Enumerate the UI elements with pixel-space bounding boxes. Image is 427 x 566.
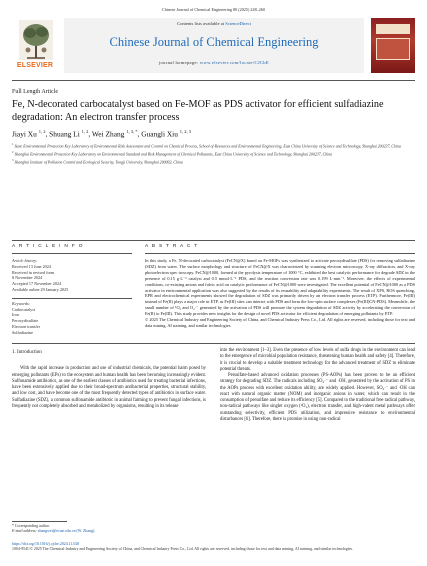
body-paragraph: into the environment [1–3]. Even the presence of low levels of sulfa drugs in the environment can lead to the emergence of microbial population resistance, threatening human health and safety [4]. Therefore, it is crucial to develop a suitable treatment technology for the advanced treatment of SDZ to eliminate potential threats. [220,348,415,372]
email-note: E-mail address: zhangwei@ecust.edu.cn (W. Zhang). [12,529,96,534]
article-info-rule [12,253,132,254]
author-affil-marker: 1, 3, * [126,129,138,134]
history-item: Received in revised form [12,269,55,275]
history-item: Available online 29 January 2025 [12,286,69,292]
article-type: Full Length Article [12,89,58,95]
running-head: Chinese Journal of Chemical Engineering 80 (2025) 248–260 [161,7,266,12]
keyword[interactable]: Carbocatalyst [12,306,36,312]
article-title: Fe, N-decorated carbocatalyst based on Fe-MOF as PDS activator for efficient sulfadiazine degradation: An electron transfer process [12,99,384,123]
corresponding-author-note: * Corresponding author. [12,524,50,528]
affiliation: $^3$ Shanghai Institute of Pollution Control and Ecological Security, Tongji University, Shanghai 200092, China [12,157,183,165]
keywords-label: Keywords: [12,300,30,306]
elsevier-tree-icon [19,20,53,60]
doi-block [12,542,415,553]
journal-masthead [12,18,415,73]
contents-line: Contents lists available at ScienceDirect [177,21,251,26]
article-info [12,258,132,336]
cover-artwork [376,38,410,60]
publisher-logo[interactable] [12,18,58,73]
body-paragraph: With the rapid increase in production and use of industrial chemicals, the potential harm posed by emerging pollutants (EPs) to the ecosystem and human health has been becoming increasingly evident. Sulfonamide antibiotics, as one of the earliest classes of antibiotics used for treating bacterial infections, have been extensively applied due to their broad-spectrum antibacterial properties, structural stability, and low cost, and have become one of the most frequently detected types of antibiotics in surface water. Sulfadiazine (SDZ), a common sulfonamide antibiotic in animal farming to prevent fungal infections, is frequently not completely absorbed and metabolized by organisms, resulting in its release [12,366,206,409]
author-affil-marker: 1, 2 [81,129,89,134]
keyword[interactable]: Electron transfer [12,323,41,329]
author-name[interactable]: Shuang Li [49,129,80,139]
affiliation: $^2$ Shanghai Environmental Protection Key Laboratory on Environmental Standard and Risk Management of Chemical Pollutants, East China University of Science and Technology, Shanghai 200237, China [12,149,333,157]
affiliation: $^1$ State Environmental Protection Key Laboratory of Environmental Risk Assessment and Control on Chemical Process, School of Resources and Environmental Engineering, East China University of Science and Technology, Shanghai 200237, China [12,142,401,149]
sciencedirect-link[interactable]: ScienceDirect [225,21,251,26]
author-list: Jiayi Xu $^{1, 2}$, Shuang Li $^{1, 2}$, Wei Zhang $^{1, 3, *}$, Guangli Xiu $^{1, 2, 3}$ [12,129,192,139]
body-paragraph: Persulfate-based advanced oxidation processes (PS-AOPs) has been proven to be an efficient strategy for degrading SDZ. The radicals including SO₄·⁻ and ·OH, generated by the activation of PS in the AOPs process with excellent oxidation ability, are widely applied. However, SO₄·⁻ and ·OH can react with natural organic matter (NOM) and inorganic anions in water, which can result in the consumption of persulfate and reduce its efficiency [5]. Compared to the traditional free radical pathway, non-radical pathways like singlet oxygen (¹O₂), electron transfer, and high-valent metal pathways offer outstanding selectivity, efficient PDS utilization, and impressive resistance to environmental disturbances [6]. Therefore, there is promise in using non-radical [220,373,415,422]
doi-link[interactable]: https://doi.org/10.1016/j.cjche.2024.11.020 [12,542,80,546]
author-affil-marker: 1, 2, 3 [179,129,192,134]
masthead-rule [12,80,415,81]
abstract-rule [145,253,415,254]
journal-title[interactable]: Chinese Journal of Chemical Engineering [109,35,319,49]
introduction-heading: 1. Introduction [12,350,42,355]
abstract [145,258,415,329]
keyword[interactable]: Iron [12,312,19,318]
masthead-banner [64,18,364,73]
journal-cover-thumbnail[interactable] [371,18,415,73]
issn-copyright: 1004-9541/© 2025 The Chemical Industry and Engineering Society of China, and Chemical Industry Press Co., Ltd. All rights are reserved, including those for text and data mining, AI training, and similar technologies. [12,547,353,552]
body-right-column [220,348,415,423]
history-item: Received 13 June 2024 [12,263,51,269]
keyword[interactable]: Sulfadiazine [12,329,33,335]
email-link[interactable]: zhangwei@ecust.edu.cn (W. Zhang). [37,529,96,534]
author-name[interactable]: Jiayi Xu [12,129,37,139]
publisher-name: ELSEVIER [16,62,54,69]
footnote-rule [12,521,67,522]
author-name[interactable]: Wei Zhang [91,129,125,139]
keyword[interactable]: Peroxydisulfate [12,318,39,324]
history-item: 8 November 2024 [12,275,43,281]
front-matter-rule [12,240,415,241]
abstract-end-rule [12,343,415,344]
author-name[interactable]: Guangli Xiu [141,129,178,139]
history-label: Article history: [12,258,38,263]
abstract-heading: A B S T R A C T [145,244,199,249]
journal-homepage-line: journal homepage: www.elsevier.com/locate/CJChE [158,60,269,65]
body-left-column [12,350,206,410]
journal-homepage-link[interactable]: www.elsevier.com/locate/CJChE [199,60,269,65]
history-item: Accepted 17 November 2024 [12,281,62,287]
keywords-rule [12,298,132,299]
author-affil-marker: 1, 2 [38,129,46,134]
cover-banner [376,24,410,34]
article-info-heading: A R T I C L E I N F O [12,244,84,249]
abstract-text: In this study, a Fe, N-decorated carbocatalyst (FeCN@X) based on Fe-MOFs was synthesized to activate peroxydisulfate (PDS) for removing sulfadiazine (SDZ) from water. The surface morphology and structure of FeCN@X was characterized by scanning electron microscopy, X-ray diffraction, and X-ray photoelectron spec troscopy. FeCN@1000, formed at the pyrolysis temperature of 1000 °C, exhibited the best catalytic performance for degrade SDZ in the presence of 0.15 g·L⁻¹ catalyst and 0.5 mmol·L⁻¹ PDS, and the reaction conversion rate was 0.199 L·min⁻¹. Moreover, the effects of experimental conditions, co-existing anions and fulvic acid on catalytic performance of FeCN@1000 were investigated. The excellent potential of FeCN@1000 as a PDS activator in environmental application was also suggested by the results of its reusability and adaptability experiments. The result of XPS, ROS quenching, EPR and electrochemical experiments showed the degradation of SDZ was primarily driven by an electron transfer process (ETP). Furthermore, Fe(III) instead of Fe(II) plays a major role in ETP, as Fe(III) sites can interact with PDS and form the low-spin surface complexes (Fe(III)CN-PDS). Meanwhile, the small number of ¹O₂ and O₂·⁻ generated by the activation of PDS will promote the system degradation of SDZ activity by accelerating the conversion of Fe(II) to Fe(III). This study provides new insights for the design of novel PDS activator for efficient degradation of emerging pollutants by ETP. [145,258,415,317]
affiliations [12,142,415,166]
abstract-copyright: © 2025 The Chemical Industry and Engineering Society of China, and Chemical Industry Press Co., Ltd. All rights are reserved, including those for text and data mining, AI training, and similar technologies. [145,317,415,328]
footnotes [12,524,212,535]
